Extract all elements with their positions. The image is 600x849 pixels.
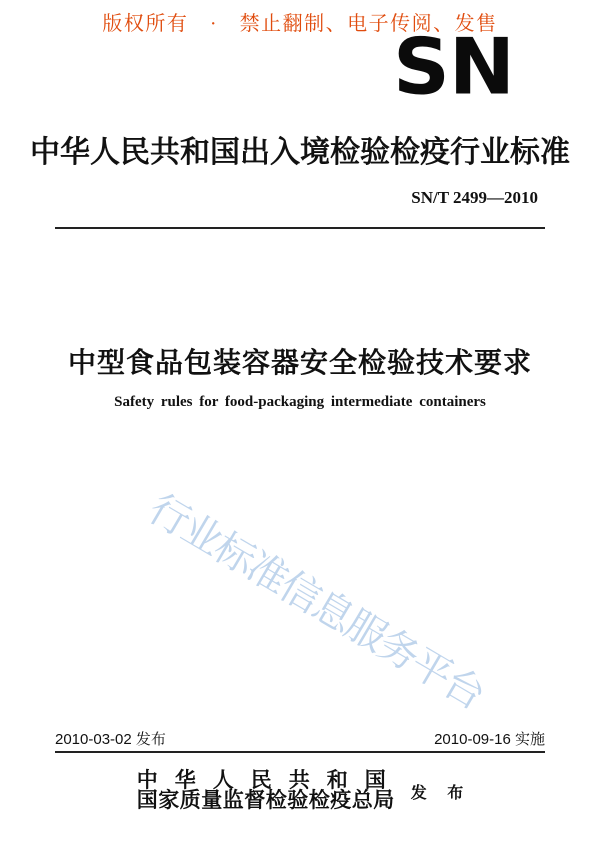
- standard-class-heading: 中华人民共和国出入境检验检疫行业标准: [30, 136, 570, 169]
- document-title-cn: 中型食品包装容器安全检验技术要求: [67, 347, 532, 378]
- sn-logo: SN: [392, 21, 514, 113]
- document-title-en: Safety rules for food-packaging intermediate containers: [114, 394, 486, 410]
- standard-number: SN/T 2499—2010: [411, 188, 538, 207]
- publisher-agency-line: 国家质量监督检验检疫总局: [136, 788, 395, 812]
- publisher-block: [0, 768, 600, 812]
- footer-divider-line: [55, 751, 545, 753]
- header-divider-line: [55, 227, 545, 229]
- copyright-notice: 版权所有 · 禁止翻制、电子传阅、发售: [102, 13, 498, 35]
- diagonal-watermark: 行业标准信息服务平台: [141, 485, 492, 718]
- implement-date: 2010-09-16 实施: [434, 731, 545, 748]
- publisher-name: [136, 768, 403, 812]
- issue-date: 2010-03-02 发布: [55, 731, 166, 748]
- publish-label: 发 布: [410, 785, 472, 802]
- publisher-country-line: 中华人民共和国: [136, 768, 403, 792]
